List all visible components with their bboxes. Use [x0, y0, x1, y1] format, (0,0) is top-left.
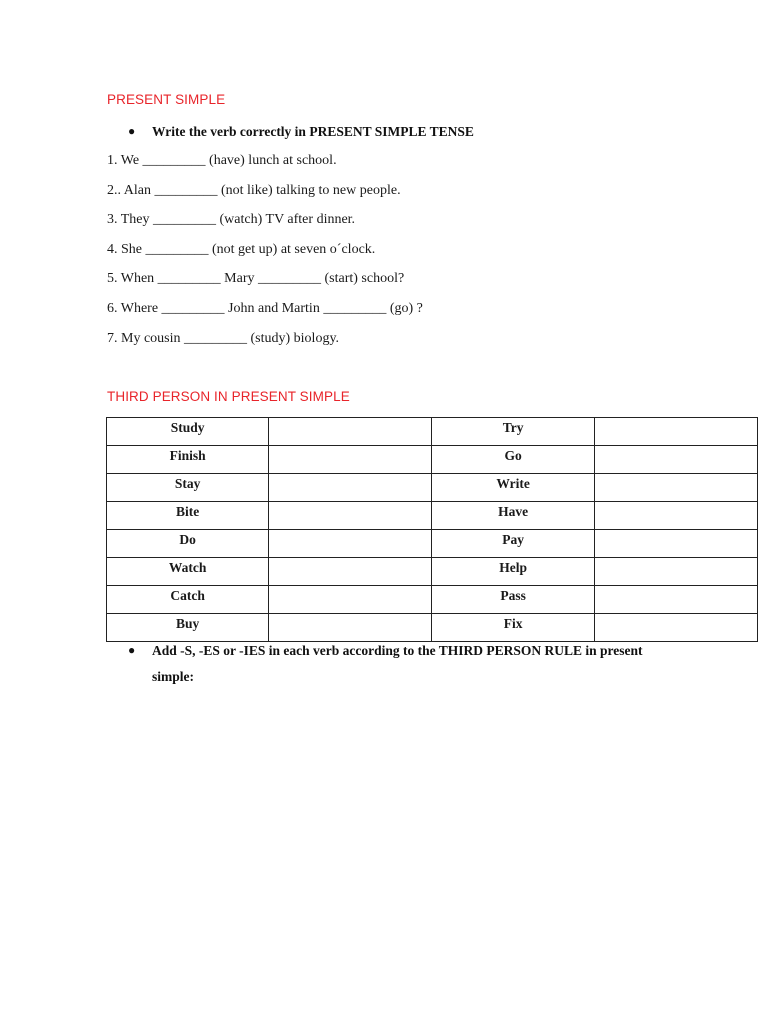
verb-cell: Stay [107, 474, 269, 502]
answer-cell[interactable] [594, 586, 757, 614]
present-simple-heading: PRESENT SIMPLE [107, 92, 226, 107]
exercise-item-4: 4. She _________ (not get up) at seven o´clock. [107, 241, 376, 257]
bullet-icon: ● [128, 124, 136, 138]
verb-cell: Have [432, 502, 594, 530]
table-row [107, 530, 758, 558]
third-person-heading: THIRD PERSON IN PRESENT SIMPLE [107, 389, 350, 404]
table-row [107, 418, 758, 446]
exercise-item-5: 5. When _________ Mary _________ (start) school? [107, 271, 405, 287]
verb-cell: Go [432, 446, 594, 474]
verb-cell: Fix [432, 614, 594, 642]
answer-cell[interactable] [269, 418, 432, 446]
verb-cell: Watch [107, 558, 269, 586]
verb-cell: Do [107, 530, 269, 558]
exercise-item-1: 1. We _________ (have) lunch at school. [107, 153, 337, 168]
answer-cell[interactable] [594, 502, 757, 530]
verb-cell: Buy [107, 614, 269, 642]
verb-cell: Study [107, 418, 269, 446]
instruction-text: Write the verb correctly in PRESENT SIMPLE TENSE [152, 124, 474, 139]
answer-cell[interactable] [269, 474, 432, 502]
verb-cell: Pass [432, 586, 594, 614]
verb-cell: Catch [107, 586, 269, 614]
verb-cell: Write [432, 474, 594, 502]
answer-cell[interactable] [594, 446, 757, 474]
bullet-icon: ● [128, 643, 136, 657]
table-row [107, 446, 758, 474]
table-row [107, 502, 758, 530]
answer-cell[interactable] [269, 586, 432, 614]
table-row [107, 558, 758, 586]
answer-cell[interactable] [594, 418, 757, 446]
exercise-item-7: 7. My cousin _________ (study) biology. [107, 330, 340, 346]
exercise-list [107, 152, 423, 359]
answer-cell[interactable] [594, 558, 757, 586]
verb-cell: Pay [432, 530, 594, 558]
answer-cell[interactable] [269, 530, 432, 558]
verb-table [106, 417, 758, 642]
verb-cell: Bite [107, 502, 269, 530]
answer-cell[interactable] [594, 474, 757, 502]
answer-cell[interactable] [269, 446, 432, 474]
exercise-item-6: 6. Where _________ John and Martin _________ (go) ? [107, 300, 423, 316]
verb-cell: Finish [107, 446, 269, 474]
table-row [107, 586, 758, 614]
answer-cell[interactable] [269, 558, 432, 586]
instruction-text: Add -S, -ES or -IES in each verb according to the THIRD PERSON RULE in present simple: [152, 643, 643, 684]
verb-cell: Try [432, 418, 594, 446]
answer-cell[interactable] [594, 530, 757, 558]
verb-cell: Help [432, 558, 594, 586]
answer-cell[interactable] [269, 502, 432, 530]
exercise-item-3: 3. They _________ (watch) TV after dinner. [107, 212, 356, 228]
table-row [107, 474, 758, 502]
exercise-item-2: 2.. Alan _________ (not like) talking to new people. [107, 182, 401, 198]
